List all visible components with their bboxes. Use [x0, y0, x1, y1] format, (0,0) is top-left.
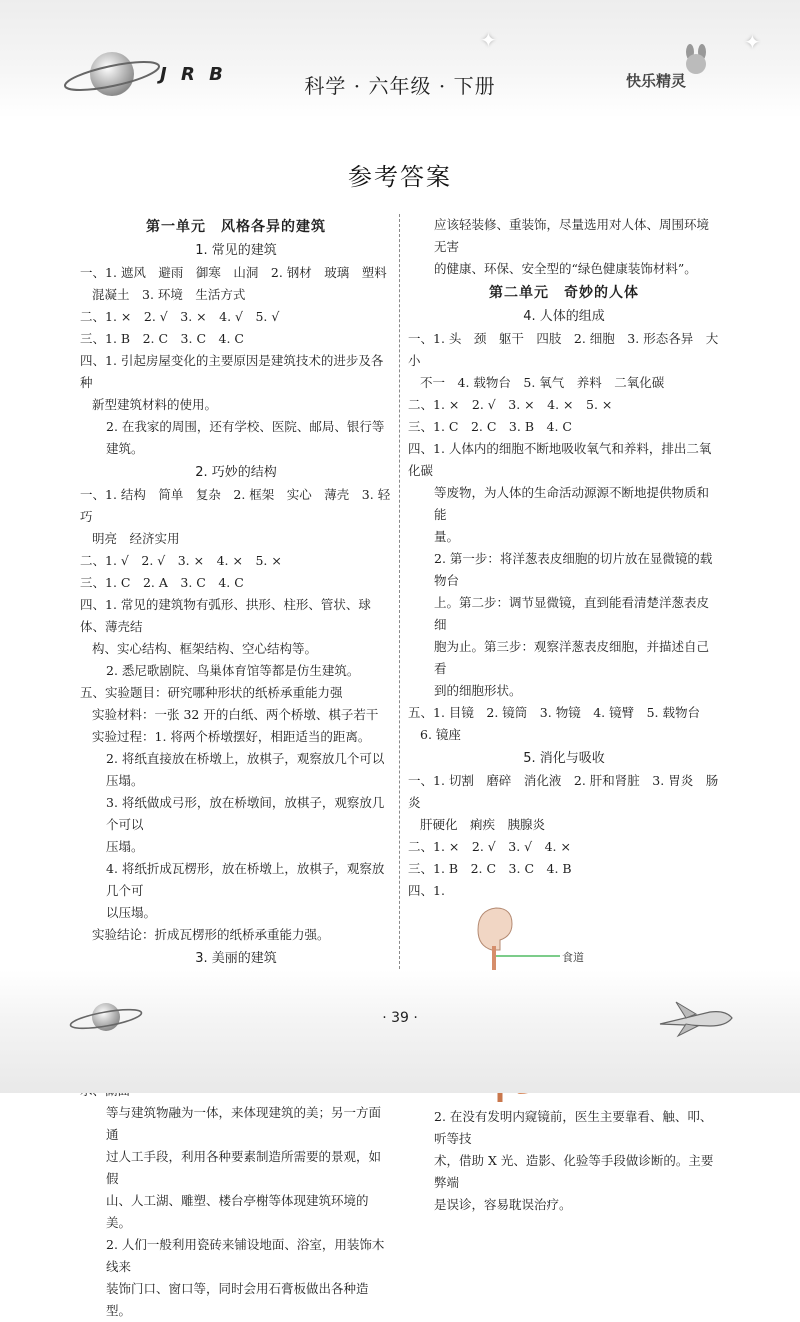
answer-line: 实验过程：1. 将两个桥墩摆好，相距适当的距离。 — [92, 729, 371, 744]
answer-line: 明亮 经济实用 — [92, 531, 180, 546]
answer-line: 四、1. 常见的建筑物有弧形、拱形、柱形、管状、球体、薄壳结 — [80, 597, 371, 634]
brand-logo: J R B — [160, 64, 227, 85]
answer-line: 三、1. B 2. C 3. C 4. B — [408, 861, 572, 876]
star-icon: ✦ — [744, 30, 761, 54]
lesson-title: 2. 巧妙的结构 — [195, 465, 277, 480]
answer-line: 二、1. × 2. √ 3. √ 4. × — [408, 839, 571, 854]
answer-line: 2. 在我家的周围，还有学校、医院、邮局、银行等建筑。 — [106, 419, 385, 456]
answer-line: 的健康、环保、安全型的“绿色健康装饰材料”。 — [434, 261, 697, 276]
answer-line: 量。 — [434, 529, 460, 544]
left-column — [80, 214, 392, 1322]
answer-line: 山、人工湖、雕塑、楼台亭榭等体现建筑环境的美。 — [106, 1193, 369, 1230]
logo-text: 快乐精灵 — [626, 72, 687, 90]
column-divider — [399, 214, 400, 969]
answer-line: 装饰门口、窗口等，同时会用石膏板做出各种造型。 — [106, 1281, 369, 1318]
answer-line: 新型建筑材料的使用。 — [92, 397, 218, 412]
answer-line: 等与建筑物融为一体，来体现建筑的美；另一方面通 — [106, 1105, 382, 1142]
answer-line: 2. 人们一般利用瓷砖来铺设地面、浴室，用装饰木线来 — [106, 1237, 385, 1274]
star-icon: ✦ — [480, 28, 497, 52]
answer-line: 三、1. C 2. C 3. B 4. C — [408, 419, 572, 434]
answer-line: 实验结论：折成瓦楞形的纸桥承重能力强。 — [92, 927, 330, 942]
answer-line: 术，借助 X 光、造影、化验等手段做诊断的。主要弊端 — [434, 1153, 714, 1190]
answer-line: 一、1. 切割 磨碎 消化液 2. 肝和肾脏 3. 胃炎 肠炎 — [408, 773, 719, 810]
answer-line: 五、1. 目镜 2. 镜筒 3. 物镜 4. 镜臂 5. 载物台 — [408, 705, 700, 720]
space-shuttle-icon — [656, 998, 736, 1038]
answer-line: 三、1. B 2. C 3. C 4. C — [80, 331, 244, 346]
answer-line: 4. 将纸折成瓦楞形，放在桥墩上，放棋子，观察放几个可 — [106, 861, 385, 898]
page-title: 参考答案 — [348, 163, 452, 191]
answer-line: 三、1. C 2. A 3. C 4. C — [80, 575, 244, 590]
answer-line: 过人工手段，利用各种要素制造所需要的景观，如假 — [106, 1149, 382, 1186]
answer-line: 实验材料：一张 32 开的白纸、两个桥墩、棋子若干 — [92, 707, 379, 722]
answer-line: 2. 第一步：将洋葱表皮细胞的切片放在显微镜的载物台 — [434, 551, 713, 588]
answer-line: 混凝土 3. 环境 生活方式 — [92, 287, 246, 302]
answer-line: 一、1. 遮风 避雨 御寒 山洞 2. 钢材 玻璃 塑料 — [80, 265, 387, 280]
answer-line: 是误诊，容易耽误治疗。 — [434, 1197, 572, 1212]
answer-line: 一、1. 头 颈 躯干 四肢 2. 细胞 3. 形态各异 大小 — [408, 331, 719, 368]
answer-line: 二、1. × 2. √ 3. × 4. × 5. × — [408, 397, 613, 412]
answer-line: 到的细胞形状。 — [434, 683, 522, 698]
answer-line: 肝硬化 痢疾 胰腺炎 — [420, 817, 546, 832]
answer-line: 2. 在没有发明内窥镜前，医生主要靠看、触、叩、听等技 — [434, 1109, 713, 1146]
lesson-title: 5. 消化与吸收 — [523, 751, 605, 766]
page-number: · 39 · — [382, 1010, 418, 1026]
lesson-title: 1. 常见的建筑 — [195, 243, 277, 258]
lesson-title: 4. 人体的组成 — [523, 309, 605, 324]
unit-title: 第一单元 风格各异的建筑 — [146, 219, 326, 235]
answer-line: 一、1. 结构 简单 复杂 2. 框架 实心 薄壳 3. 轻巧 — [80, 487, 391, 524]
answer-line: 上。第二步：调节显微镜，直到能看清楚洋葱表皮细 — [434, 595, 710, 632]
lesson-title: 3. 美丽的建筑 — [195, 951, 277, 966]
unit-title: 第二单元 奇妙的人体 — [489, 285, 639, 301]
answer-line: 四、1. — [408, 883, 445, 898]
answer-line: 不一 4. 载物台 5. 氧气 养料 二氧化碳 — [420, 375, 665, 390]
answer-line: 应该轻装修、重装饰，尽量选用对人体、周围环境无害 — [434, 217, 710, 254]
label-esophagus: 食道 — [562, 951, 584, 964]
answer-line: 二、1. × 2. √ 3. × 4. √ 5. √ — [80, 309, 280, 324]
answer-line: 6. 镜座 — [420, 727, 461, 742]
right-column-top — [408, 214, 720, 902]
answer-line: 五、实验题目：研究哪种形状的纸桥承重能力强 — [80, 685, 343, 700]
answer-line: 构、实心结构、框架结构、空心结构等。 — [92, 641, 318, 656]
answer-line: 以压塌。 — [106, 905, 157, 920]
right-column-bottom — [408, 1106, 720, 1216]
happy-genie-logo — [626, 52, 736, 102]
answer-line: 四、1. 引起房屋变化的主要原因是建筑技术的进步及各种 — [80, 353, 384, 390]
answer-line: 等废物，为人体的生命活动源源不断地提供物质和能 — [434, 485, 710, 522]
answer-line: 压塌。 — [106, 839, 144, 854]
book-title: 科学 · 六年级 · 下册 — [304, 74, 496, 98]
answer-line: 四、1. 人体内的细胞不断地吸收氧气和养料，排出二氧化碳 — [408, 441, 712, 478]
answer-line: 2. 将纸直接放在桥墩上，放棋子，观察放几个可以压塌。 — [106, 751, 385, 788]
answer-line: 3. 将纸做成弓形，放在桥墩间，放棋子，观察放几个可以 — [106, 795, 385, 832]
answer-line: 二、1. √ 2. √ 3. × 4. × 5. × — [80, 553, 282, 568]
answer-line: 2. 悉尼歌剧院、鸟巢体育馆等都是仿生建筑。 — [106, 663, 360, 678]
answer-line: 胞为止。第三步：观察洋葱表皮细胞，并描述自己看 — [434, 639, 710, 676]
